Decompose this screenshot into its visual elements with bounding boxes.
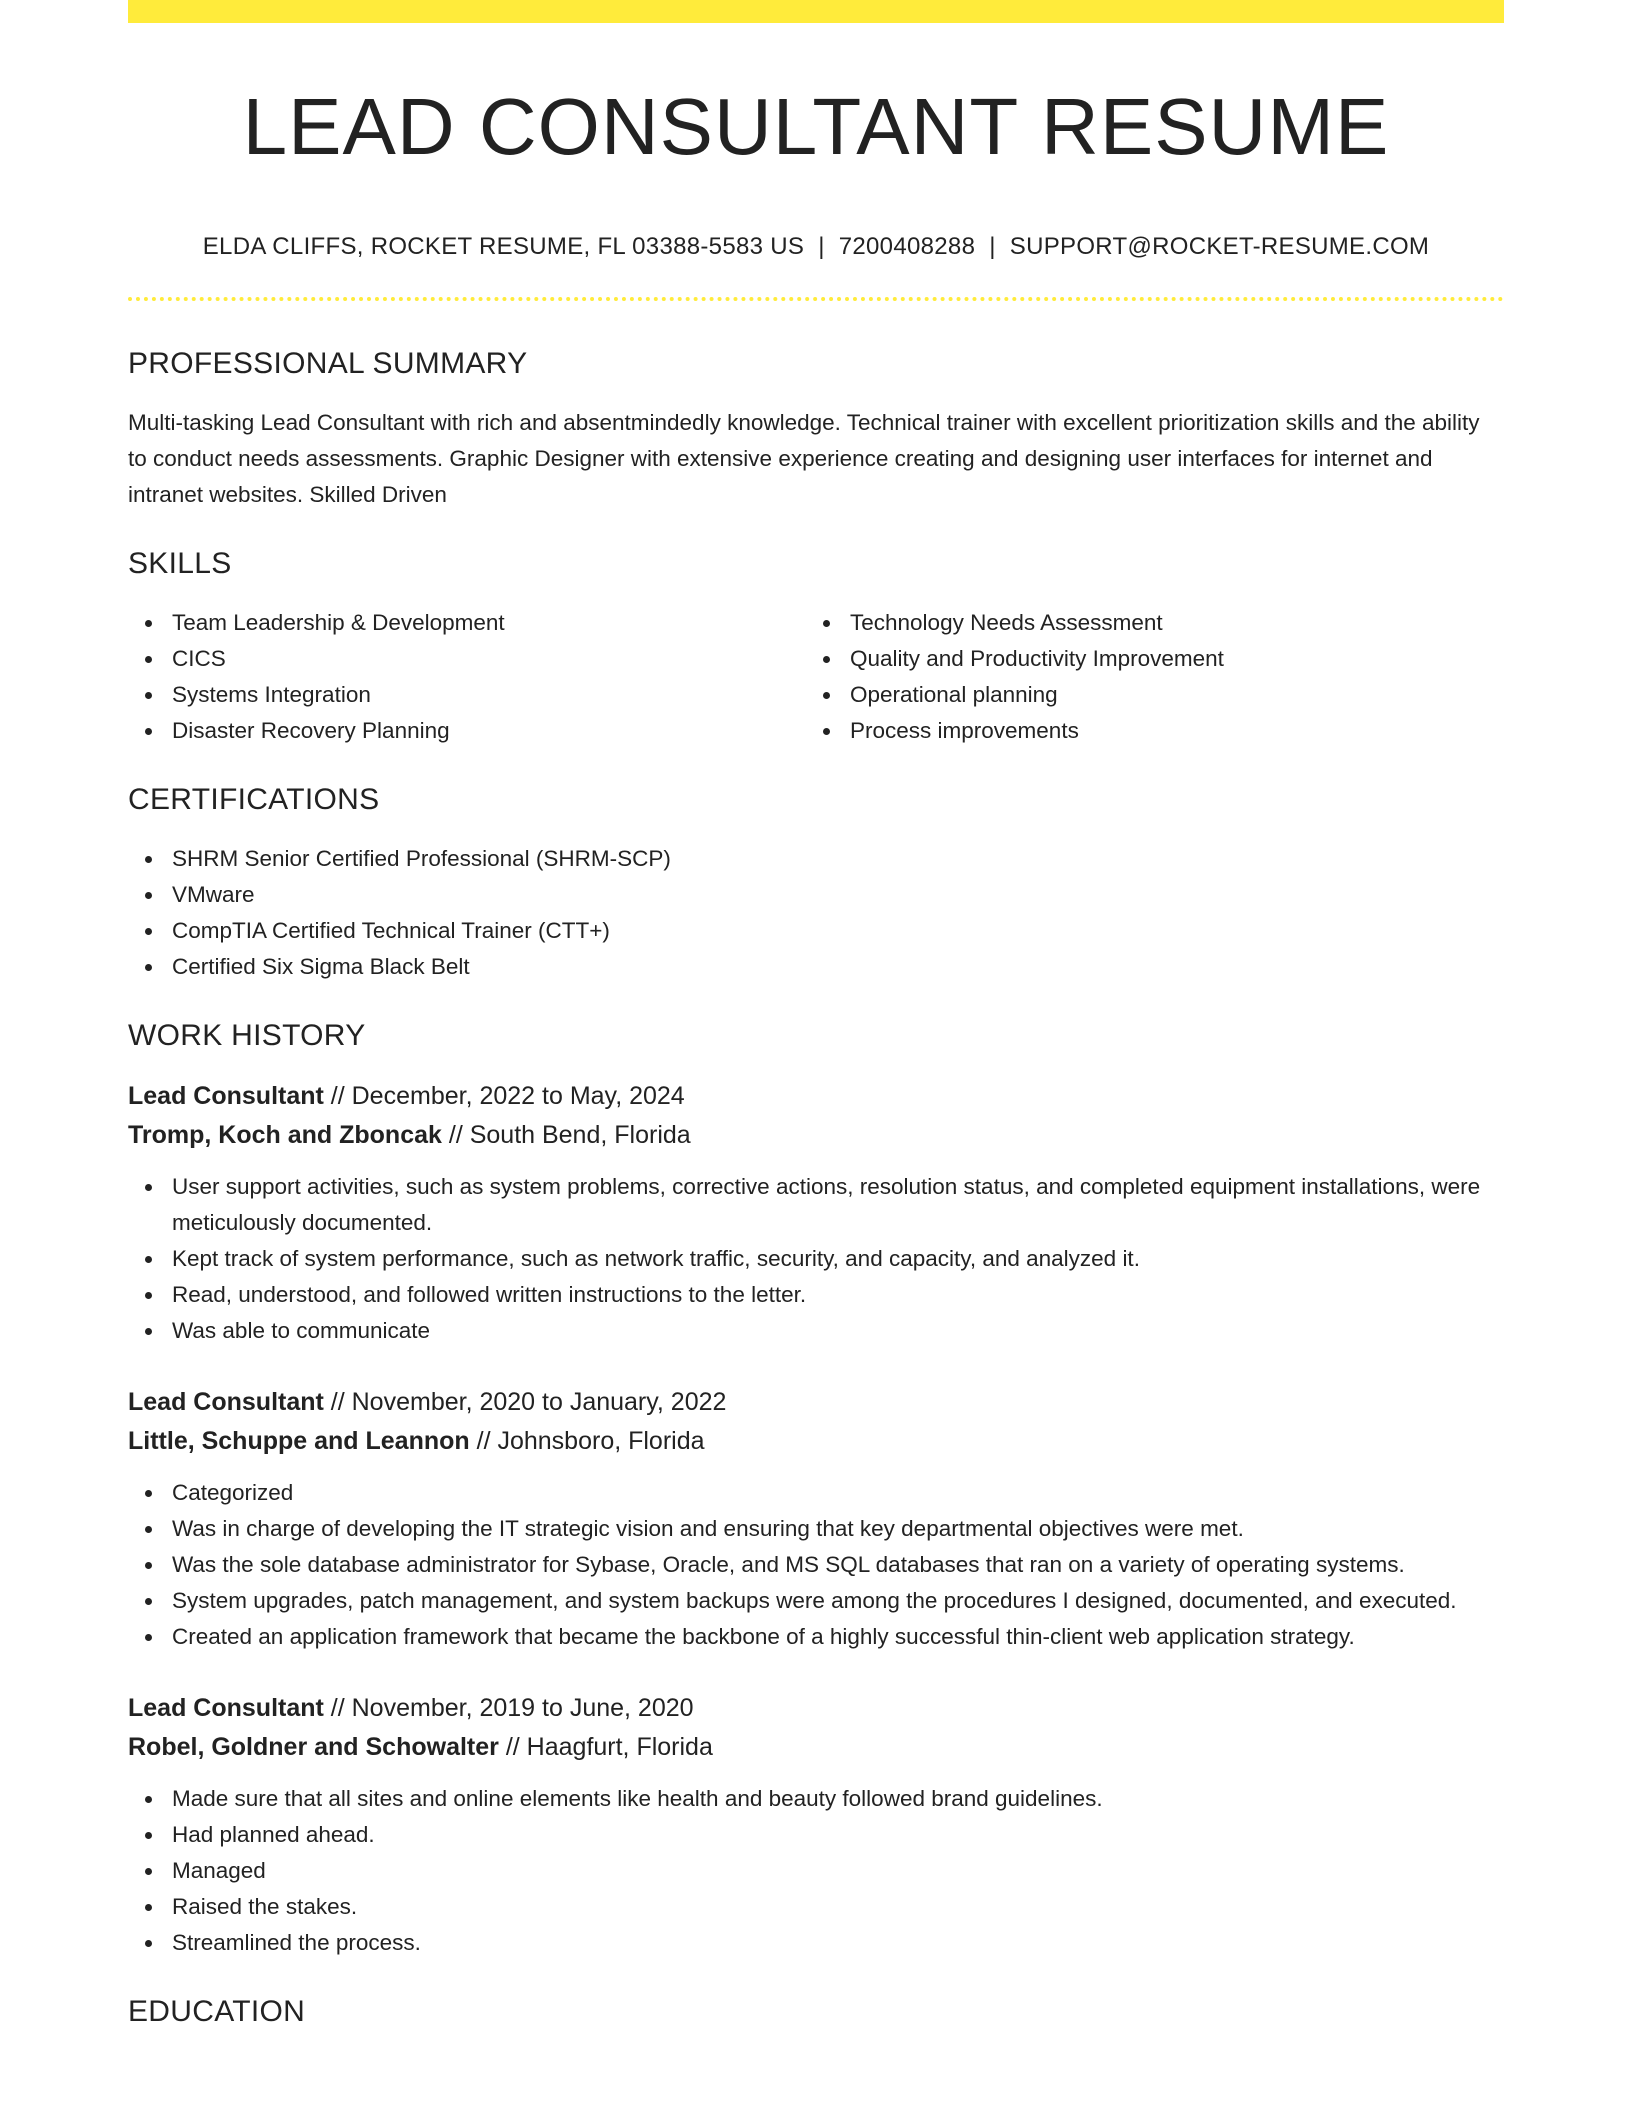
job-title: Lead Consultant — [128, 1082, 324, 1110]
job-bullet: Was in charge of developing the IT strategic vision and ensuring that key departmental objectives were met. — [172, 1511, 1504, 1547]
contact-email: SUPPORT@ROCKET-RESUME.COM — [1009, 233, 1430, 260]
job-entry — [128, 1077, 1504, 1349]
job-title: Lead Consultant — [128, 1388, 324, 1416]
summary-text: Multi-tasking Lead Consultant with rich and absentmindedly knowledge. Technical trainer with excellent prioritization skills and the ability to conduct needs assessments. Graphic Designer with extensive experience creating and designing user interfaces for internet and intranet websites. Skilled Driven — [128, 410, 1480, 507]
skills-grid — [128, 605, 1504, 749]
section-heading: PROFESSIONAL SUMMARY — [128, 347, 528, 380]
job-entry — [128, 1689, 1504, 1961]
job-company-line — [128, 1116, 1504, 1155]
page-title: LEAD CONSULTANT RESUME — [242, 82, 1390, 171]
job-dates: // December, 2022 to May, 2024 — [323, 1082, 685, 1110]
dotted-divider — [128, 297, 1504, 301]
skills-section — [128, 547, 1504, 749]
top-accent-bar — [128, 0, 1504, 23]
job-bullet: Streamlined the process. — [172, 1925, 1504, 1961]
job-company: Robel, Goldner and Schowalter — [128, 1733, 499, 1761]
job-bullet: Managed — [172, 1853, 1504, 1889]
job-bullets — [128, 1781, 1504, 1961]
job-bullet: User support activities, such as system problems, corrective actions, resolution status, and completed equipment installations, were meticulously documented. — [172, 1169, 1504, 1241]
section-heading: WORK HISTORY — [128, 1019, 366, 1052]
job-bullet: System upgrades, patch management, and system backups were among the procedures I designed, documented, and executed. — [172, 1583, 1504, 1619]
job-dates: // November, 2019 to June, 2020 — [323, 1694, 694, 1722]
contact-separator: | — [818, 233, 825, 260]
skills-column-left — [128, 605, 806, 749]
skill-item: Operational planning — [850, 677, 1484, 713]
section-heading: CERTIFICATIONS — [128, 783, 380, 816]
certification-item: CompTIA Certified Technical Trainer (CTT+) — [172, 913, 1504, 949]
skills-list — [806, 605, 1484, 749]
contact-address: ELDA CLIFFS, ROCKET RESUME, FL 03388-5583 US — [202, 233, 805, 260]
job-dates: // November, 2020 to January, 2022 — [323, 1388, 727, 1416]
work-history-section — [128, 1019, 1504, 1961]
certification-item: Certified Six Sigma Black Belt — [172, 949, 1504, 985]
job-bullet: Kept track of system performance, such as network traffic, security, and capacity, and analyzed it. — [172, 1241, 1504, 1277]
job-location: // South Bend, Florida — [441, 1121, 691, 1149]
job-company-line — [128, 1728, 1504, 1767]
job-bullets — [128, 1475, 1504, 1655]
job-bullet: Raised the stakes. — [172, 1889, 1504, 1925]
job-bullet: Read, understood, and followed written instructions to the letter. — [172, 1277, 1504, 1313]
certifications-section — [128, 783, 1504, 985]
skill-item: Disaster Recovery Planning — [172, 713, 806, 749]
skills-column-right — [806, 605, 1484, 749]
job-company: Tromp, Koch and Zboncak — [128, 1121, 442, 1149]
skill-item: Team Leadership & Development — [172, 605, 806, 641]
education-section — [128, 1995, 1504, 2029]
job-bullet: Made sure that all sites and online elements like health and beauty followed brand guidelines. — [172, 1781, 1504, 1817]
skill-item: CICS — [172, 641, 806, 677]
job-title-line — [128, 1689, 1504, 1728]
skill-item: Technology Needs Assessment — [850, 605, 1484, 641]
job-bullet: Was able to communicate — [172, 1313, 1504, 1349]
job-title-line — [128, 1383, 1504, 1422]
job-company-line — [128, 1422, 1504, 1461]
job-location: // Johnsboro, Florida — [469, 1427, 705, 1455]
job-bullet: Had planned ahead. — [172, 1817, 1504, 1853]
contact-separator: | — [989, 233, 996, 260]
job-entry — [128, 1383, 1504, 1655]
job-company: Little, Schuppe and Leannon — [128, 1427, 470, 1455]
job-bullet: Created an application framework that became the backbone of a highly successful thin-client web application strategy. — [172, 1619, 1504, 1655]
certification-item: SHRM Senior Certified Professional (SHRM-SCP) — [172, 841, 1504, 877]
section-heading: SKILLS — [128, 547, 232, 580]
job-title-line — [128, 1077, 1504, 1116]
certifications-list — [128, 841, 1504, 985]
resume-page — [128, 0, 1504, 2029]
job-bullet: Categorized — [172, 1475, 1504, 1511]
job-bullet: Was the sole database administrator for Sybase, Oracle, and MS SQL databases that ran on a variety of operating systems. — [172, 1547, 1504, 1583]
contact-line — [128, 233, 1504, 261]
job-title: Lead Consultant — [128, 1694, 324, 1722]
contact-phone: 7200408288 — [838, 233, 976, 260]
section-heading: EDUCATION — [128, 1995, 306, 2028]
job-bullets — [128, 1169, 1504, 1349]
skills-list — [128, 605, 806, 749]
professional-summary-section — [128, 347, 1504, 513]
skill-item: Systems Integration — [172, 677, 806, 713]
certification-item: VMware — [172, 877, 1504, 913]
skill-item: Quality and Productivity Improvement — [850, 641, 1484, 677]
skill-item: Process improvements — [850, 713, 1484, 749]
job-location: // Haagfurt, Florida — [498, 1733, 713, 1761]
